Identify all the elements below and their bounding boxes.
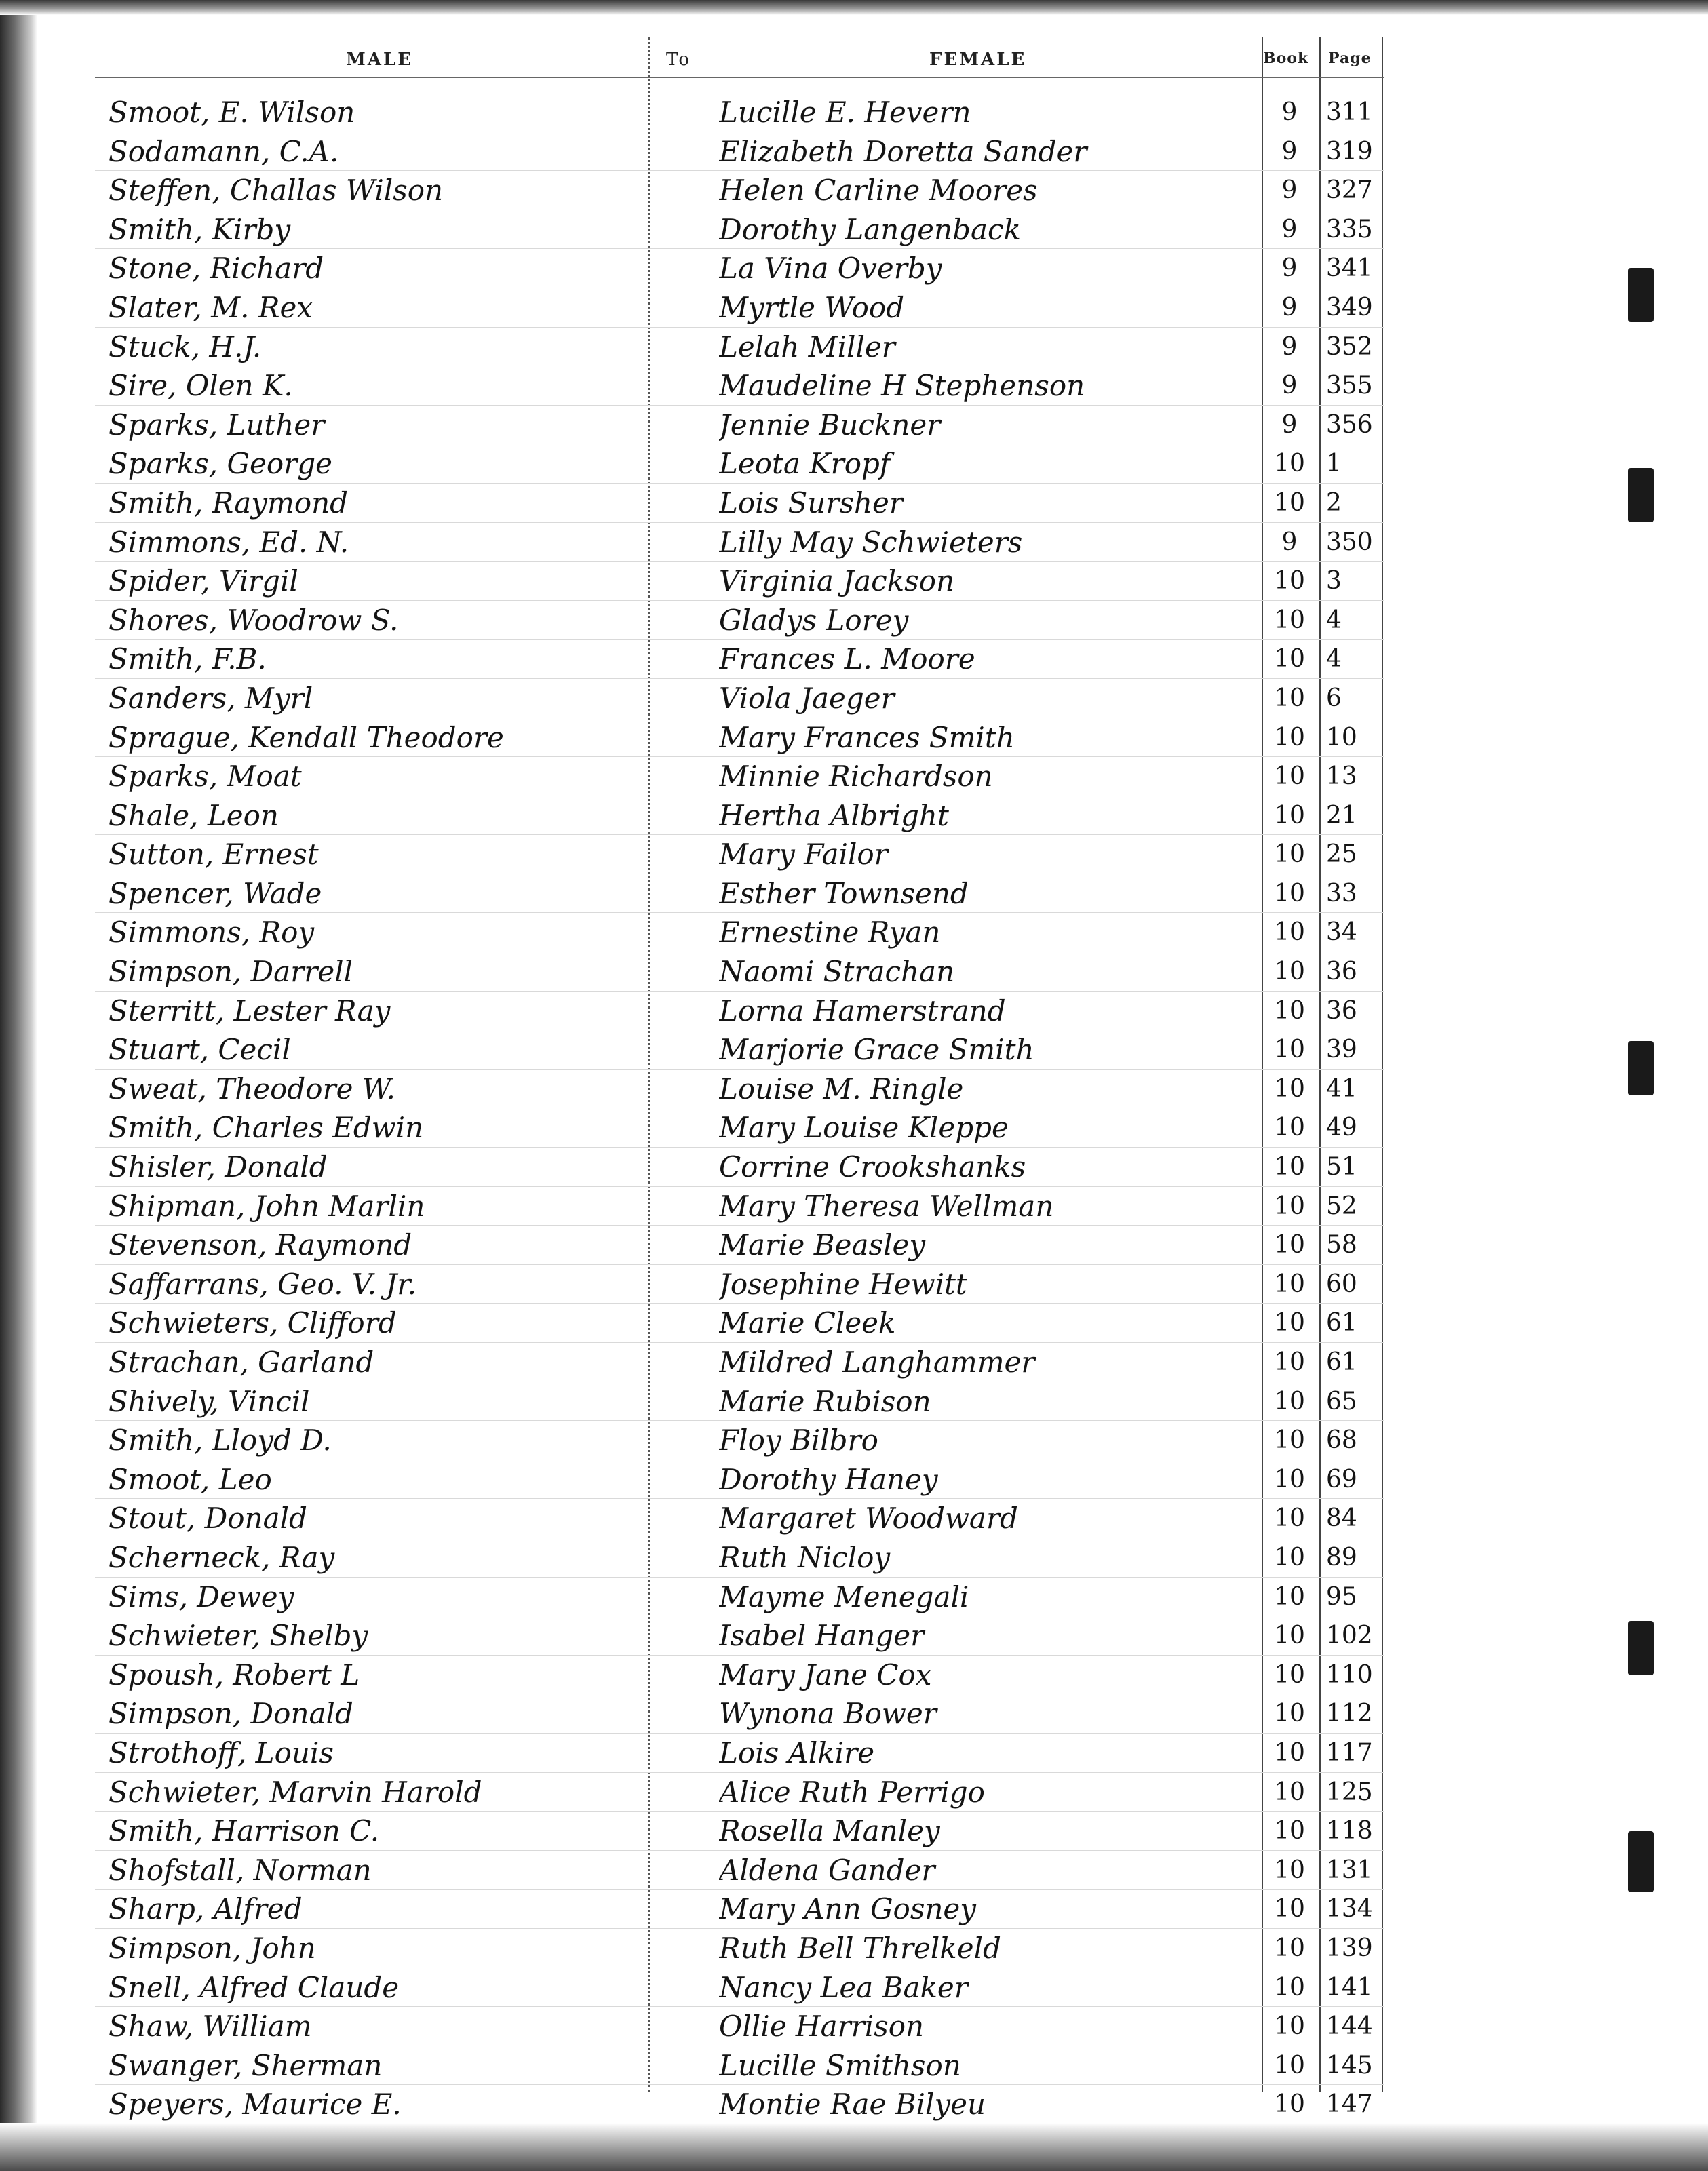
male-name: Smith, Harrison C. [109,1814,380,1848]
page-number: 352 [1326,332,1373,361]
edge-tab-mark [1628,468,1654,522]
table-row [95,1382,1384,1422]
male-name: Smoot, Leo [109,1462,272,1496]
scan-edge-left [0,0,37,2171]
book-number: 10 [1274,1348,1305,1376]
male-name: Smoot, E. Wilson [109,96,355,129]
male-name: Simmons, Ed. N. [109,525,349,559]
scan-edge-bottom [0,2123,1708,2171]
page-number: 118 [1326,1817,1373,1845]
female-name: Corrine Crookshanks [719,1150,1026,1184]
page-number: 144 [1326,2012,1373,2041]
table-row [95,1616,1384,1656]
male-name: Sprague, Kendall Theodore [109,720,504,754]
table-row [95,1538,1384,1578]
female-name: Lucille Smithson [719,2048,961,2082]
table-row [95,1460,1384,1500]
female-name: Ruth Bell Threlkeld [719,1931,1001,1965]
page-number: 6 [1326,684,1342,712]
male-name: Saffarrans, Geo. V. Jr. [109,1267,417,1301]
table-row [95,288,1384,328]
page-number: 25 [1326,840,1357,869]
male-name: Stone, Richard [109,252,324,286]
table-row [95,1851,1384,1890]
book-header: Book [1263,50,1309,67]
book-number: 9 [1281,176,1298,205]
page-number: 13 [1326,762,1357,791]
page-number: 39 [1326,1036,1357,1064]
male-name: Simmons, Roy [109,916,315,950]
table-row [95,2085,1384,2124]
book-number: 10 [1274,996,1305,1025]
book-number: 10 [1274,879,1305,907]
table-row [95,1968,1384,2008]
page-number: 33 [1326,879,1357,907]
table-row [95,952,1384,992]
female-name: Alice Ruth Perrigo [719,1775,985,1809]
page-number: 355 [1326,372,1373,400]
page-number: 3 [1326,567,1342,595]
table-row [95,1499,1384,1538]
female-name: Nancy Lea Baker [719,1970,968,2004]
page-number: 69 [1326,1465,1357,1493]
female-name: Mary Louise Kleppe [719,1111,1009,1145]
table-row [95,1734,1384,1773]
book-number: 10 [1274,606,1305,634]
page-number: 335 [1326,215,1373,243]
to-header: To [666,50,691,70]
page-number: 61 [1326,1348,1357,1376]
male-name: Schwieter, Shelby [109,1619,368,1653]
table-row [95,2046,1384,2086]
female-name: Isabel Hanger [719,1619,925,1653]
table-row [95,1070,1384,1109]
female-name: Leota Kropf [719,447,891,481]
male-name: Sodamann, C.A. [109,134,339,168]
male-name: Spencer, Wade [109,876,322,910]
book-number: 10 [1274,488,1305,517]
header-rule [95,77,1384,78]
female-name: Dorothy Haney [719,1462,938,1496]
page-number: 49 [1326,1114,1357,1142]
female-name: Elizabeth Doretta Sander [719,134,1087,168]
female-name: Margaret Woodward [719,1502,1018,1536]
table-row [95,1929,1384,1968]
book-number: 10 [1274,2090,1305,2119]
page-number: 21 [1326,801,1357,829]
table-row [95,1890,1384,1929]
male-name: Sutton, Ernest [109,838,319,872]
female-name: Frances L. Moore [719,642,975,676]
male-name: Shively, Vincil [109,1384,310,1418]
female-name: Lorna Hamerstrand [719,994,1006,1028]
page-number: 327 [1326,176,1373,205]
book-number: 10 [1274,1231,1305,1259]
table-row [95,1226,1384,1265]
table-row [95,1578,1384,1617]
page-number: 112 [1326,1700,1373,1728]
table-row [95,1773,1384,1812]
table-row [95,718,1384,758]
female-name: Mary Failor [719,838,888,872]
table-row [95,1265,1384,1304]
book-number: 10 [1274,801,1305,829]
female-name: Marjorie Grace Smith [719,1033,1034,1067]
table-row [95,1304,1384,1343]
male-name: Strothoff, Louis [109,1736,334,1769]
book-number: 9 [1281,528,1298,556]
female-name: Dorothy Langenback [719,212,1021,246]
female-name: Naomi Strachan [719,955,955,989]
male-name: Sanders, Myrl [109,681,313,715]
female-name: Jennie Buckner [719,408,941,442]
page-number: 60 [1326,1270,1357,1298]
book-number: 9 [1281,137,1298,165]
book-number: 9 [1281,372,1298,400]
edge-tab-mark [1628,268,1654,322]
female-name: Ruth Nicloy [719,1540,891,1574]
book-number: 10 [1274,1738,1305,1767]
page-number: 350 [1326,528,1373,556]
page-number: 131 [1326,1856,1373,1884]
page-number: 10 [1326,723,1357,751]
table-row [95,835,1384,874]
page-number: 36 [1326,996,1357,1025]
table-row [95,171,1384,210]
book-number: 10 [1274,1778,1305,1806]
female-name: Ollie Harrison [719,2010,925,2043]
book-number: 10 [1274,958,1305,986]
male-name: Shisler, Donald [109,1150,328,1184]
male-name: Stuck, H.J. [109,330,262,364]
page-number: 139 [1326,1934,1373,1962]
male-name: Slater, M. Rex [109,290,313,324]
female-name: Marie Beasley [719,1228,926,1262]
male-name: Spider, Virgil [109,564,298,598]
male-name: Swanger, Sherman [109,2048,383,2082]
female-name: Mary Frances Smith [719,720,1015,754]
edge-tab-mark [1628,1831,1654,1892]
table-row [95,679,1384,718]
male-name: Simpson, Donald [109,1697,353,1731]
book-number: 9 [1281,332,1298,361]
table-row [95,210,1384,250]
male-name: Shofstall, Norman [109,1853,372,1887]
male-name: Sire, Olen K. [109,369,293,403]
table-row [95,2007,1384,2046]
ledger-page [95,37,1384,2121]
male-name: Stout, Donald [109,1502,307,1536]
male-name: Smith, Raymond [109,486,349,520]
male-name: Speyers, Maurice E. [109,2088,402,2121]
female-name: Floy Bilbro [719,1424,878,1458]
page-number: 34 [1326,918,1357,947]
female-name: Helen Carline Moores [719,174,1038,208]
table-row [95,992,1384,1031]
male-name: Sweat, Theodore W. [109,1072,396,1106]
male-name: Sterritt, Lester Ray [109,994,391,1028]
book-number: 9 [1281,410,1298,439]
book-number: 10 [1274,1582,1305,1611]
book-number: 10 [1274,1934,1305,1962]
table-row [95,1187,1384,1226]
page-number: 141 [1326,1973,1373,2001]
book-number: 10 [1274,1856,1305,1884]
table-row [95,1694,1384,1734]
male-name: Schwieters, Clifford [109,1306,397,1340]
male-name: Simpson, John [109,1931,316,1965]
page-number: 319 [1326,137,1373,165]
page-number: 117 [1326,1738,1373,1767]
female-name: Gladys Lorey [719,603,909,637]
male-name: Snell, Alfred Claude [109,1970,400,2004]
male-name: Smith, F.B. [109,642,267,676]
book-number: 10 [1274,1543,1305,1571]
female-header: FEMALE [929,50,1027,70]
female-name: Mary Theresa Wellman [719,1189,1054,1223]
female-name: Ernestine Ryan [719,916,941,950]
book-number: 10 [1274,1973,1305,2001]
female-name: Aldena Gander [719,1853,935,1887]
table-row [95,1812,1384,1851]
table-row [95,913,1384,952]
male-name: Stuart, Cecil [109,1033,291,1067]
page-number: 145 [1326,2051,1373,2079]
male-name: Sparks, Moat [109,760,302,794]
table-row [95,523,1384,562]
male-name: Steffen, Challas Wilson [109,174,444,208]
page-number: 147 [1326,2090,1373,2119]
book-number: 10 [1274,1700,1305,1728]
table-row [95,366,1384,406]
table-row [95,1421,1384,1460]
table-row [95,796,1384,836]
male-name: Smith, Charles Edwin [109,1111,424,1145]
edge-tab-mark [1628,1041,1654,1095]
male-name: Smith, Lloyd D. [109,1424,332,1458]
page-number: 356 [1326,410,1373,439]
female-name: Wynona Bower [719,1697,937,1731]
table-row [95,93,1384,132]
table-row [95,601,1384,640]
female-name: Esther Townsend [719,876,969,910]
female-name: Montie Rae Bilyeu [719,2088,986,2121]
book-number: 10 [1274,918,1305,947]
book-number: 10 [1274,1817,1305,1845]
page-number: 4 [1326,645,1342,673]
page-number: 134 [1326,1895,1373,1923]
male-name: Sims, Dewey [109,1580,294,1613]
book-number: 10 [1274,2012,1305,2041]
table-row [95,874,1384,914]
female-name: Rosella Manley [719,1814,940,1848]
female-name: Mary Jane Cox [719,1658,932,1691]
book-number: 10 [1274,1426,1305,1455]
book-number: 10 [1274,1895,1305,1923]
book-number: 10 [1274,723,1305,751]
book-number: 10 [1274,567,1305,595]
page-number: 349 [1326,293,1373,321]
table-row [95,1343,1384,1382]
edge-tab-mark [1628,1621,1654,1675]
female-name: Maudeline H Stephenson [719,369,1085,403]
male-name: Smith, Kirby [109,212,291,246]
female-name: Minnie Richardson [719,760,993,794]
female-name: Viola Jaeger [719,681,895,715]
book-number: 10 [1274,1270,1305,1298]
page-number: 311 [1326,98,1373,126]
male-name: Stevenson, Raymond [109,1228,412,1262]
book-number: 10 [1274,1074,1305,1103]
table-row [95,249,1384,288]
page-number: 51 [1326,1153,1357,1181]
page-number: 58 [1326,1231,1357,1259]
male-name: Scherneck, Ray [109,1540,335,1574]
male-name: Shale, Leon [109,798,279,832]
table-row [95,132,1384,172]
page-number: 84 [1326,1504,1357,1533]
female-name: Mary Ann Gosney [719,1892,977,1926]
table-row [95,1148,1384,1187]
book-number: 10 [1274,1192,1305,1220]
page-number: 61 [1326,1309,1357,1337]
book-number: 10 [1274,1387,1305,1415]
female-name: Marie Rubison [719,1384,931,1418]
page-number: 41 [1326,1074,1357,1103]
table-row [95,484,1384,523]
table-row [95,1656,1384,1695]
book-number: 10 [1274,1622,1305,1650]
book-number: 10 [1274,840,1305,869]
book-number: 10 [1274,645,1305,673]
page-number: 36 [1326,958,1357,986]
female-name: Marie Cleek [719,1306,896,1340]
page-number: 4 [1326,606,1342,634]
book-number: 10 [1274,1153,1305,1181]
female-name: Virginia Jackson [719,564,955,598]
book-number: 10 [1274,1114,1305,1142]
book-number: 10 [1274,1660,1305,1689]
page-number: 65 [1326,1387,1357,1415]
male-name: Sparks, George [109,447,332,481]
female-name: Lilly May Schwieters [719,525,1023,559]
table-row [95,640,1384,679]
page-number: 102 [1326,1622,1373,1650]
male-name: Sharp, Alfred [109,1892,303,1926]
book-number: 9 [1281,293,1298,321]
female-name: Louise M. Ringle [719,1072,964,1106]
table-row [95,328,1384,367]
book-number: 10 [1274,1465,1305,1493]
female-name: Josephine Hewitt [719,1267,967,1301]
record-list [95,93,1384,2124]
female-name: Mayme Menegali [719,1580,969,1613]
table-row [95,562,1384,601]
female-name: Lois Sursher [719,486,903,520]
female-name: La Vina Overby [719,252,942,286]
male-name: Shaw, William [109,2010,312,2043]
book-number: 10 [1274,1309,1305,1337]
male-name: Spoush, Robert L [109,1658,360,1691]
table-row [95,444,1384,484]
page-number: 95 [1326,1582,1357,1611]
male-name: Simpson, Darrell [109,955,353,989]
page-number: 68 [1326,1426,1357,1455]
book-number: 9 [1281,215,1298,243]
male-name: Strachan, Garland [109,1346,374,1379]
male-name: Schwieter, Marvin Harold [109,1775,482,1809]
male-name: Sparks, Luther [109,408,325,442]
female-name: Mildred Langhammer [719,1346,1035,1379]
book-number: 10 [1274,762,1305,791]
table-row [95,1030,1384,1070]
book-number: 9 [1281,254,1298,283]
female-name: Hertha Albright [719,798,949,832]
female-name: Myrtle Wood [719,290,905,324]
scan-edge-top [0,0,1708,15]
page-header: Page [1328,50,1372,67]
book-number: 10 [1274,2051,1305,2079]
female-name: Lucille E. Hevern [719,96,971,129]
table-row [95,1108,1384,1148]
page-number: 110 [1326,1660,1373,1689]
book-number: 9 [1281,98,1298,126]
page-number: 2 [1326,488,1342,517]
female-name: Lelah Miller [719,330,895,364]
female-name: Lois Alkire [719,1736,875,1769]
page-number: 341 [1326,254,1373,283]
table-row [95,406,1384,445]
book-number: 10 [1274,1036,1305,1064]
male-name: Shores, Woodrow S. [109,603,399,637]
book-number: 10 [1274,450,1305,478]
male-name: Shipman, John Marlin [109,1189,425,1223]
page-number: 1 [1326,450,1342,478]
page-number: 89 [1326,1543,1357,1571]
book-number: 10 [1274,684,1305,712]
table-row [95,757,1384,796]
male-header: MALE [346,50,414,70]
page-number: 125 [1326,1778,1373,1806]
page-number: 52 [1326,1192,1357,1220]
book-number: 10 [1274,1504,1305,1533]
